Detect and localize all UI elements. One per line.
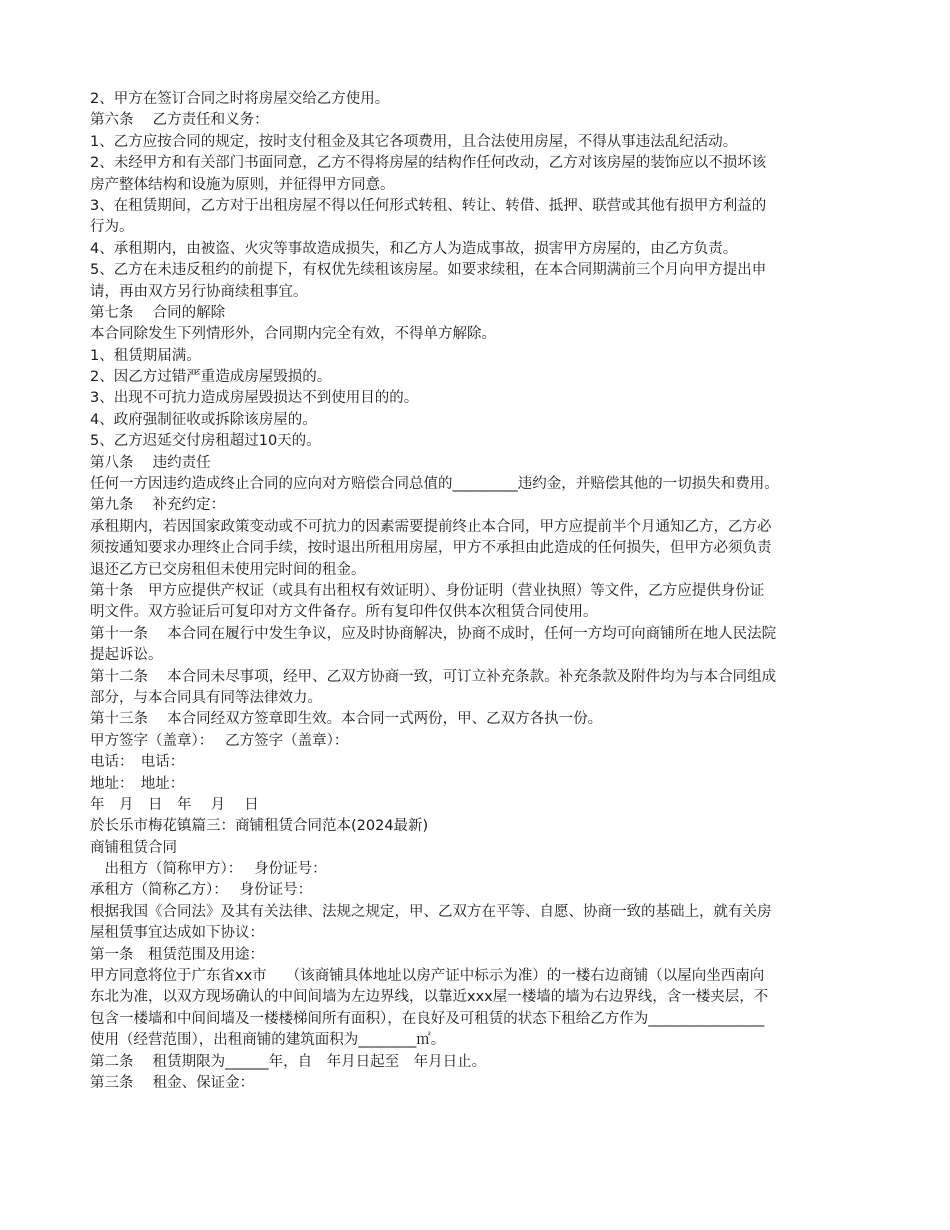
text-line: 第十二条 本合同未尽事项，经甲、乙双方协商一致，可订立补充条款。补充条款及附件均为与本合同组成 — [90, 668, 777, 685]
text-line: 2、未经甲方和有关部门书面同意，乙方不得将房屋的结构作任何改动，乙方对该房屋的装饰应以不损坏该 — [90, 155, 767, 172]
text-line: 屋租赁事宜达成如下协议： — [90, 925, 264, 942]
section-heading: 第七条 合同的解除 — [90, 304, 226, 321]
text-line: 明文件。双方验证后可复印对方文件备存。所有复印件仅供本次租赁合同使用。 — [90, 604, 598, 621]
text-line: 承租方（简称乙方）： 身份证号： — [90, 882, 313, 899]
text-line: 4、政府强制征收或拆除该房屋的。 — [90, 411, 317, 428]
document-title: 商铺租赁合同 — [90, 839, 177, 856]
text-line: 承租期内，若因国家政策变动或不可抗力的因素需要提前终止本合同，甲方应提前半个月通知乙方，乙方必 — [90, 518, 772, 535]
section-heading: 第三条 租金、保证金： — [90, 1074, 255, 1091]
text-line: 东北为准，以双方现场确认的中间间墙为左边界线，以靠近xxx屋一楼墙的墙为右边界线，含一楼夹层，不 — [90, 989, 769, 1006]
date-line: 年 月 日 年 月 日 — [90, 796, 259, 813]
text-line: 5、乙方迟延交付房租超过10天的。 — [90, 433, 321, 450]
section-heading: 第一条 租赁范围及用途： — [90, 946, 264, 963]
text-line: 3、出现不可抗力造成房屋毁损达不到使用目的的。 — [90, 390, 419, 407]
text-line: 第十三条 本合同经双方签章即生效。本合同一式两份，甲、乙双方各执一份。 — [90, 711, 603, 728]
text-line: 提起诉讼。 — [90, 647, 163, 664]
section-heading: 第九条 补充约定： — [90, 497, 226, 514]
text-line: 退还乙方已交房租但未使用完时间的租金。 — [90, 561, 366, 578]
text-line: 於长乐市梅花镇篇三：商铺租赁合同范本(2024最新) — [90, 818, 429, 835]
contract-document — [90, 89, 870, 1094]
text-line: 请，再由双方另行协商续租事宜。 — [90, 283, 308, 300]
section-heading: 第八条 违约责任 — [90, 454, 211, 471]
section-heading: 第六条 乙方责任和义务： — [90, 112, 269, 129]
text-line: 行为。 — [90, 219, 134, 236]
signature-line: 甲方签字（盖章）： 乙方签字（盖章）： — [90, 732, 349, 749]
text-line: 使用（经营范围），出租商铺的建筑面积为________㎡。 — [90, 1032, 446, 1049]
text-line: 出租方（简称甲方）： 身份证号： — [90, 861, 327, 878]
text-line: 5、乙方在未违反租约的前提下，有权优先续租该房屋。如要求续租，在本合同期满前三个月向甲方提出申 — [90, 262, 767, 279]
text-line: 1、乙方应按合同的规定，按时支付租金及其它各项费用，且合法使用房屋，不得从事违法乱纪活动。 — [90, 133, 738, 150]
text-line: 4、承租期内，由被盗、火灾等事故造成损失，和乙方人为造成事故，损害甲方房屋的，由乙方负责。 — [90, 240, 738, 257]
text-line: 1、租赁期届满。 — [90, 347, 201, 364]
text-line: 须按通知要求办理终止合同手续，按时退出所租用房屋，甲方不承担由此造成的任何损失，但甲方必须负责 — [90, 540, 772, 557]
text-line: 2、因乙方过错严重造成房屋毁损的。 — [90, 369, 332, 386]
text-line: 任何一方因违约造成终止合同的应向对方赔偿合同总值的_________违约金，并赔偿其他的一切损失和费用。 — [90, 476, 779, 493]
section-heading: 第二条 租赁期限为______年，自 年月日起至 年月日止。 — [90, 1053, 487, 1070]
address-line: 地址： 地址： — [90, 775, 185, 792]
text-line: 本合同除发生下列情形外，合同期内完全有效，不得单方解除。 — [90, 326, 496, 343]
text-line: 房产整体结构和设施为原则，并征得甲方同意。 — [90, 176, 395, 193]
text-line: 甲方同意将位于广东省xx市 （该商铺具体地址以房产证中标示为准）的一楼右边商铺（以屋向坐西南向 — [90, 968, 765, 985]
text-line: 包含一楼墙和中间间墙及一楼楼梯间所有面积），在良好及可租赁的状态下租给乙方作为________________ — [90, 1010, 765, 1027]
text-line: 部分，与本合同具有同等法律效力。 — [90, 689, 322, 706]
text-line: 第十一条 本合同在履行中发生争议，应及时协商解决，协商不成时，任何一方均可向商铺所在地人民法院 — [90, 625, 777, 642]
text-line: 3、在租赁期间，乙方对于出租房屋不得以任何形式转租、转让、转借、抵押、联营或其他有损甲方利益的 — [90, 197, 767, 214]
phone-line: 电话： 电话： — [90, 754, 185, 771]
text-line: 2、甲方在签订合同之时将房屋交给乙方使用。 — [90, 91, 390, 107]
text-line: 根据我国《合同法》及其有关法律、法规之规定，甲、乙双方在平等、自愿、协商一致的基础上，就有关房 — [90, 903, 772, 920]
text-line: 第十条 甲方应提供产权证（或具有出租权有效证明）、身份证明（营业执照）等文件，乙方应提供身份证 — [90, 582, 765, 599]
